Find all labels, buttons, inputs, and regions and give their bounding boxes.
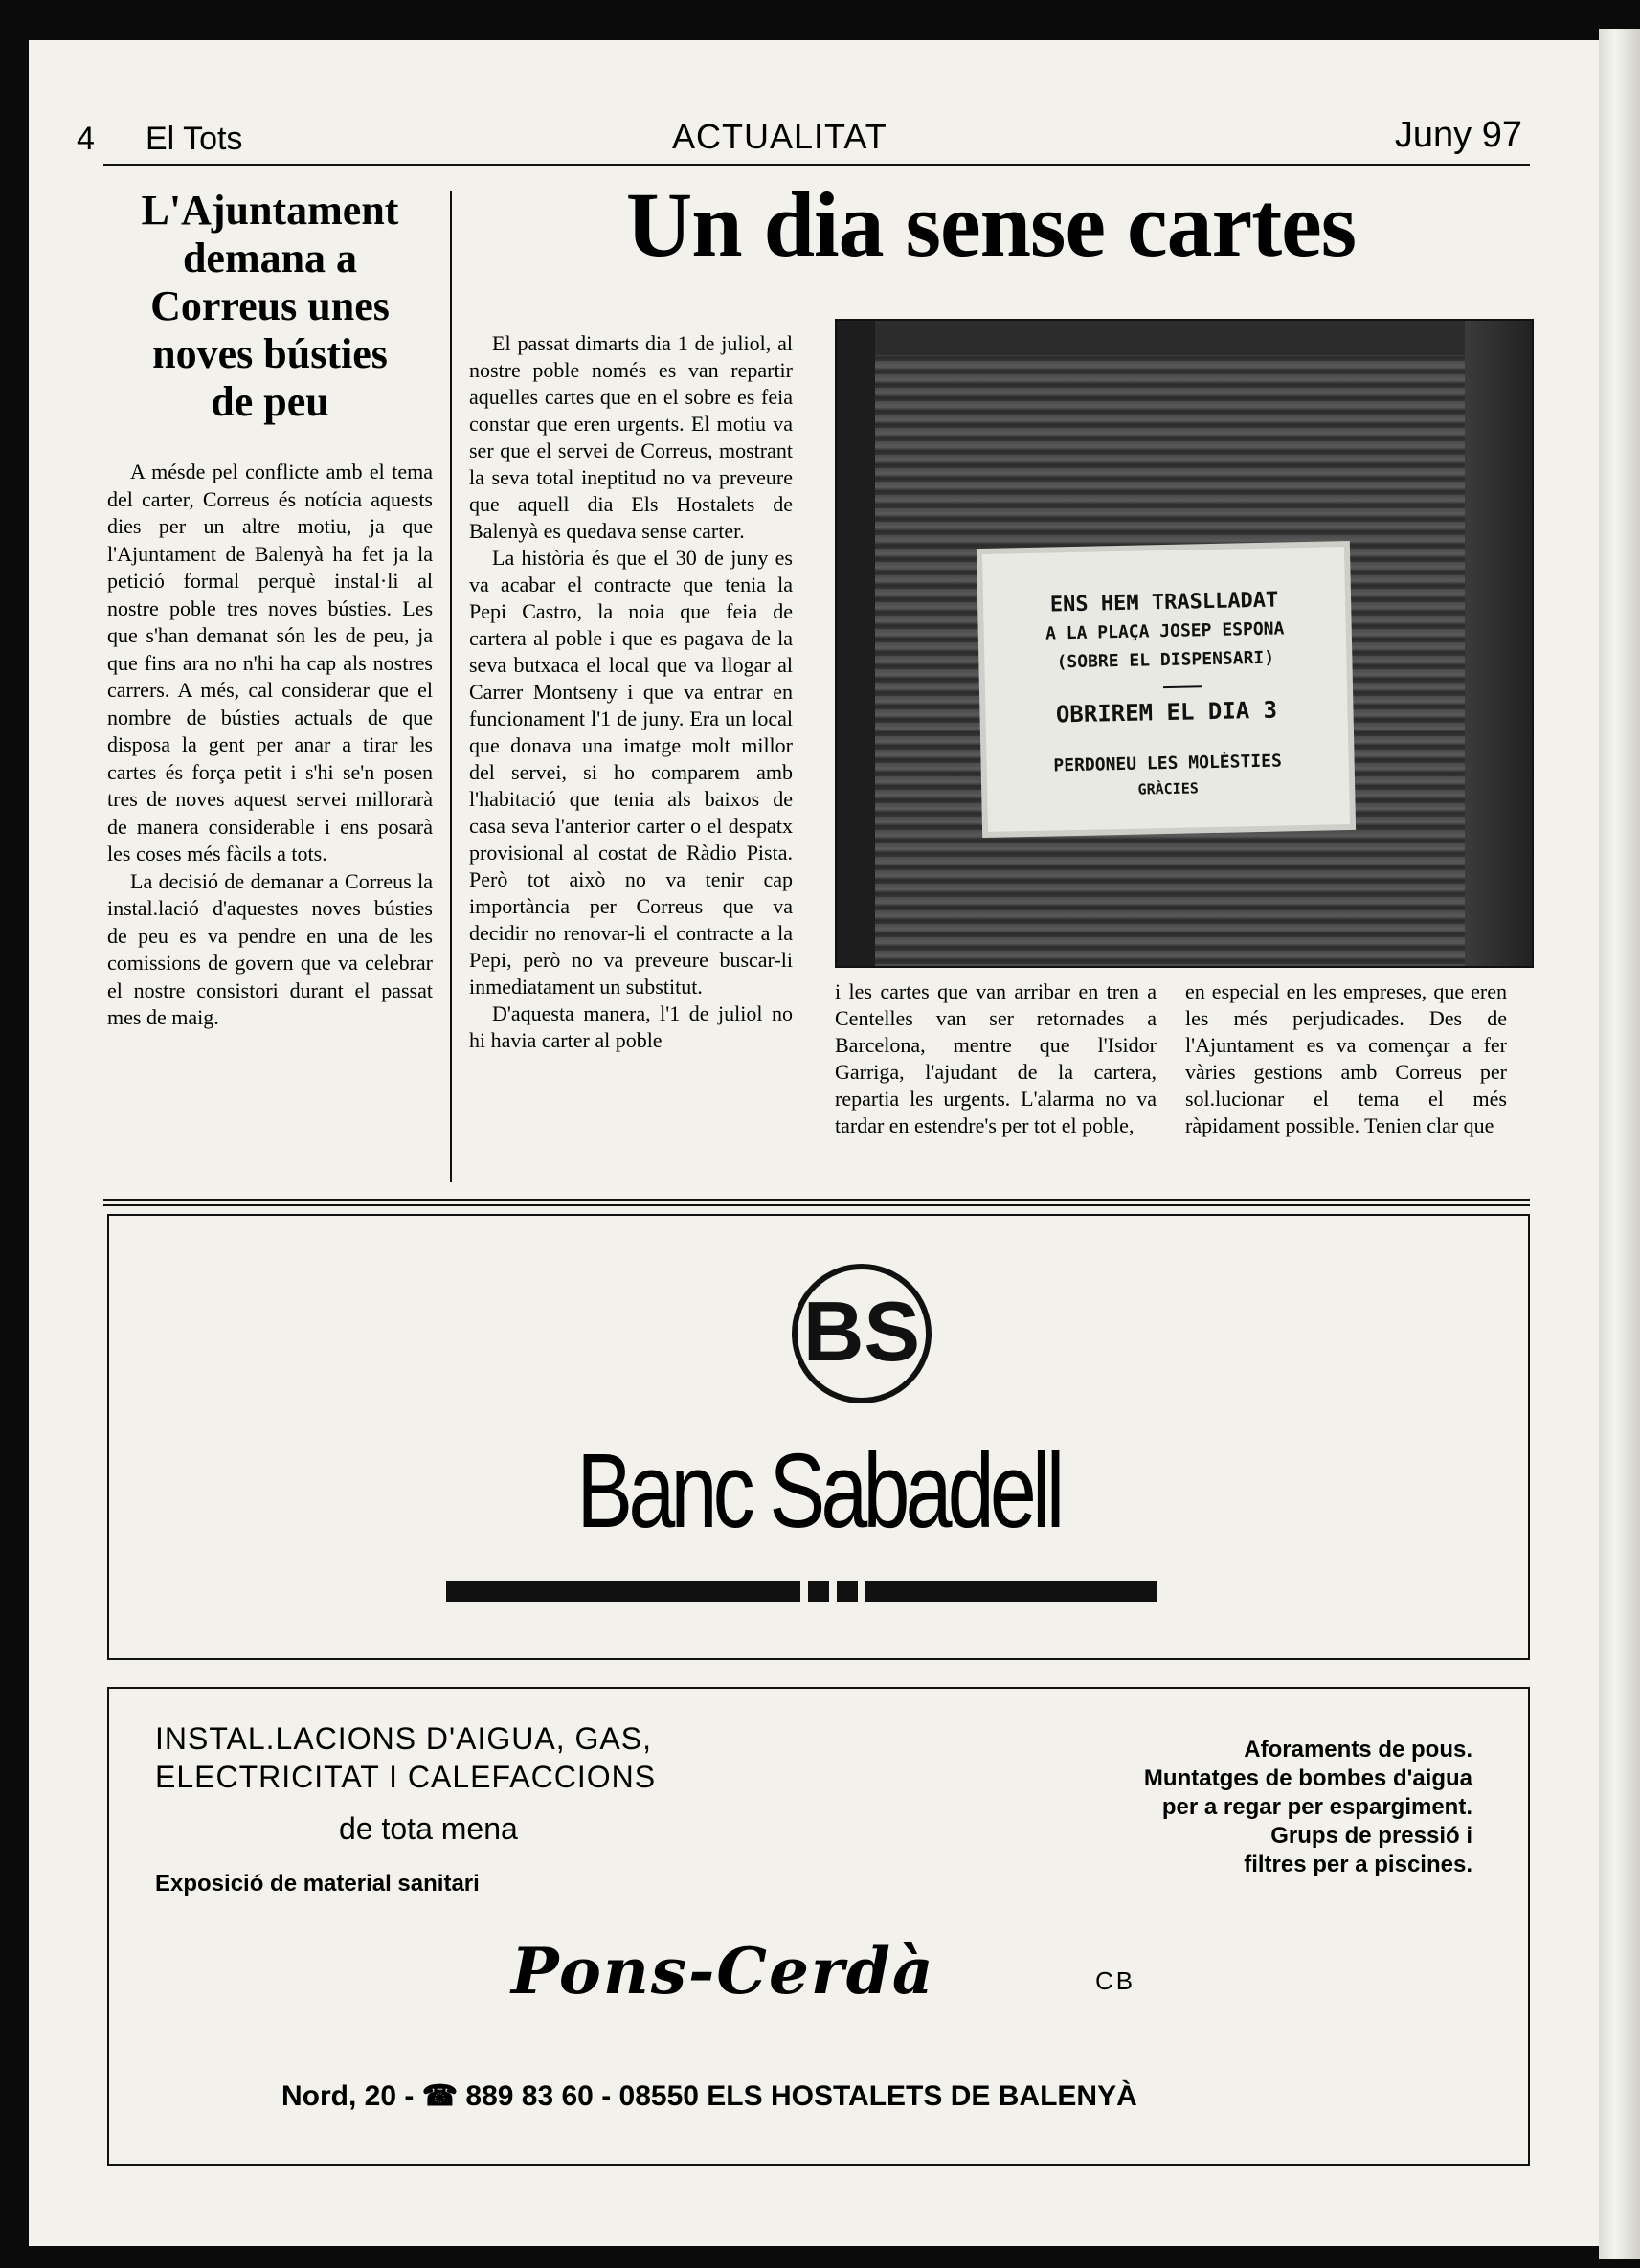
sidebar-headline: L'Ajuntament demana a Correus unes noves bústies de peu — [141, 187, 399, 425]
brand-name: Pons-Cerdà — [511, 1934, 935, 2009]
ad-right-line: Aforaments de pous. — [1244, 1737, 1472, 1763]
bank-name: Banc Sabadell — [576, 1432, 1061, 1550]
article-column-3 — [1185, 978, 1507, 1139]
ad-right-line: per a regar per espargiment. — [1161, 1794, 1472, 1820]
handwritten-sign: ENS HEM TRASLLADAT A LA PLAÇA JOSEP ESPONA (SOBRE EL DISPENSARI) OBRIREM EL DIA 3 PERDONEU LES MOLÈSTIES GRÀCIES — [982, 547, 1350, 832]
article-paragraph: El passat dimarts dia 1 de juliol, al nostre poble només es van repartir aquelles cartes que en el sobre es feia constar que eren urgents. El motiu va ser que el servei de Correus, mostrant la seva total ineptitud no va preveure que aquell dia Els Hostalets de Balenyà es quedava sense carter. — [469, 331, 793, 543]
ad-service-line: INSTAL.LACIONS D'AIGUA, GAS, — [155, 1721, 652, 1756]
bank-advertisement — [107, 1214, 1530, 1660]
sidebar-article — [107, 187, 433, 1032]
plumbing-advertisement — [107, 1687, 1530, 2166]
ad-service-line: de tota mena — [339, 1811, 518, 1846]
sidebar-paragraph: A mésde pel conflicte amb el tema del carter, Correus és notícia aquests dies per un altre motiu, ja que l'Ajuntament de Balenyà ha fet ja la petició formal perquè instal·li al nostre poble tres noves bústies. Les que s'han demanat són les de peu, ja que fins ara no n'hi ha cap als nostres carrers. A més, cal considerar que el nombre de bústies actuals de que disposa la gent per anar a tirar les cartes és força petit i s'hi se'n posen tres de noves aquest servei millorarà de manera considerable i ens posarà les coses més fàcils a tots. — [107, 460, 433, 865]
issue-date: Juny 97 — [1394, 115, 1522, 155]
svg-text:BS: BS — [802, 1284, 921, 1379]
bank-bar — [446, 1581, 800, 1602]
bank-bar — [865, 1581, 1157, 1602]
page-number: 4 — [77, 121, 95, 157]
article-paragraph: La història és que el 30 de juny es va acabar el contracte que tenia la Pepi Castro, la noia que feia de cartera al poble i que es pagava de la seva butxaca el local que va llogar al Carrer Montseny i que va entrar en funcionament l'1 de juny. Era un local que donava una imatge molt millor del servei, si ho comparem amb l'habitació que tenia als baixos de casa seva l'anterior carter o el despatx provisional al costat de Ràdio Pista. Però tot això no va tenir cap importància per Correus que va decidir no renovar-li el contracte a la Pepi, però no va preveure buscar-li inmediatament un substitut. — [469, 546, 793, 999]
divider-double-rule-top — [103, 1199, 1530, 1201]
header-rule — [103, 164, 1530, 166]
article-paragraph: D'aquesta manera, l'1 de juliol no hi havia carter al poble — [469, 1001, 793, 1052]
ad-right-line: Muntatges de bombes d'aigua — [1143, 1765, 1472, 1791]
next-page-edge — [1599, 29, 1640, 2259]
divider-double-rule-bottom — [103, 1204, 1530, 1206]
sidebar-paragraph: La decisió de demanar a Correus la instal.lació d'aquestes noves bústies de peu es va pendre en una de les comissions de govern que va celebrar el nostre consistori durant el passat mes de maig. — [107, 868, 433, 1029]
article-photo — [835, 319, 1534, 968]
bank-bar — [837, 1581, 858, 1602]
article-column-1 — [469, 330, 793, 1054]
ad-right-line: Grups de pressió i — [1270, 1823, 1472, 1849]
section-name: ACTUALITAT — [672, 117, 887, 156]
column-rule — [450, 191, 452, 1182]
ad-right-line: filtres per a piscines. — [1244, 1852, 1472, 1877]
article-column-2 — [835, 978, 1157, 1139]
article-paragraph: en especial en les empreses, que eren les més perjudicades. Des de l'Ajuntament es va començar a fer vàries gestions amb Correus per sol.lucionar el tema el més ràpidament possible. Tenien clar que — [1185, 979, 1507, 1137]
bank-logo-icon — [791, 1263, 932, 1404]
brand-suffix: CB — [1095, 1966, 1136, 1995]
article-paragraph: i les cartes que van arribar en tren a Centelles van ser retornades a Barcelona, mentre que l'Isidor Garriga, l'ajudant de la cartera, repartia les urgents. L'alarma no va tardar en estendre's per tot el poble, — [835, 979, 1157, 1137]
ad-service-line: ELECTRICITAT I CALEFACCIONS — [155, 1760, 657, 1794]
ad-address: Nord, 20 - ☎ 889 83 60 - 08550 ELS HOSTALETS DE BALENYÀ — [281, 2080, 1137, 2112]
ad-service-line: Exposició de material sanitari — [155, 1871, 480, 1897]
publication-name: El Tots — [146, 121, 243, 157]
page-header — [77, 79, 1522, 165]
bank-bar — [808, 1581, 829, 1602]
main-headline: Un dia sense cartes — [625, 173, 1357, 276]
